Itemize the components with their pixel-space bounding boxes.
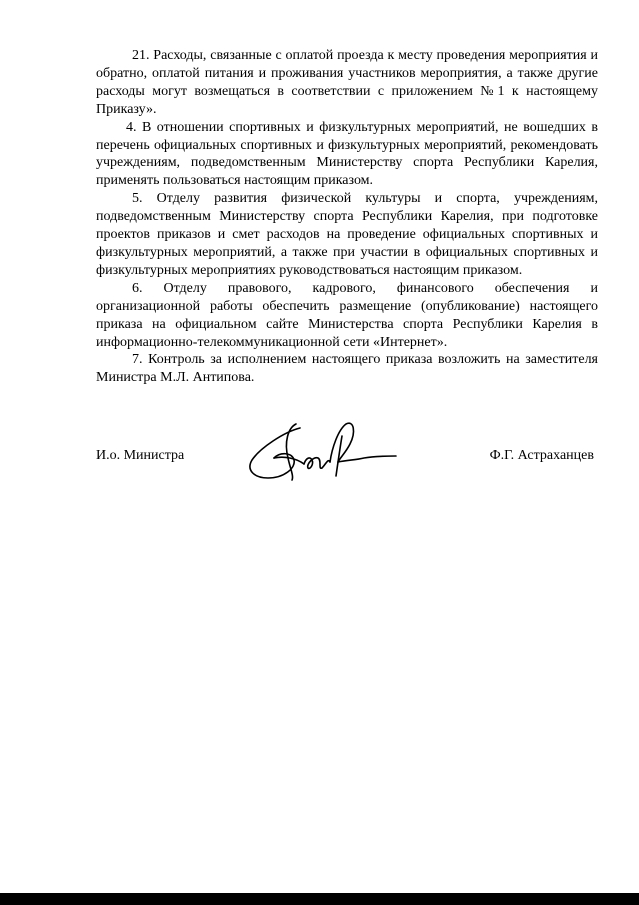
paragraph-item-21: 21. Расходы, связанные с оплатой проезда к месту проведения мероприятия и обратно, оплатой питания и проживания участников мероприятия, а также другие расходы могут возмещаться в соответствии с приложением №1 к настоящему Приказу». bbox=[96, 48, 598, 117]
handwritten-signature bbox=[244, 418, 398, 488]
paragraph-point-7: 7. Контроль за исполнением настоящего приказа возложить на заместителя Министра М.Л. Антипова. bbox=[96, 352, 598, 386]
document-body bbox=[96, 47, 598, 387]
paragraph-point-4: 4. В отношении спортивных и физкультурных мероприятий, не вошедших в перечень официальных спортивных и физкультурных мероприятий, рекомендовать учреждениям, подведомственным Министерству спорта Республики Карелия, применять пользоваться настоящим приказом. bbox=[96, 119, 598, 189]
signatory-title: И.о. Министра bbox=[96, 448, 185, 463]
signatory-name: Ф.Г. Астраханцев bbox=[489, 448, 594, 463]
paragraph-point-5: 5. Отделу развития физической культуры и спорта, учреждениям, подведомственным Министерству спорта Республики Карелия, при подготовке проектов приказов и смет расходов на проведение официальных спортивных и физкультурных мероприятий, а также при участии в официальных спортивных и физкультурных мероприятиях руководствоваться настоящим приказом. bbox=[96, 191, 598, 278]
scan-bottom-edge bbox=[0, 893, 639, 905]
paragraph-point-6: 6. Отделу правового, кадрового, финансового обеспечения и организационной работы обеспечить размещение (опубликование) настоящего приказа на официальном сайте Министерства спорта Республики Карелия в информационно-телекоммуникационной сети «Интернет». bbox=[96, 280, 598, 350]
